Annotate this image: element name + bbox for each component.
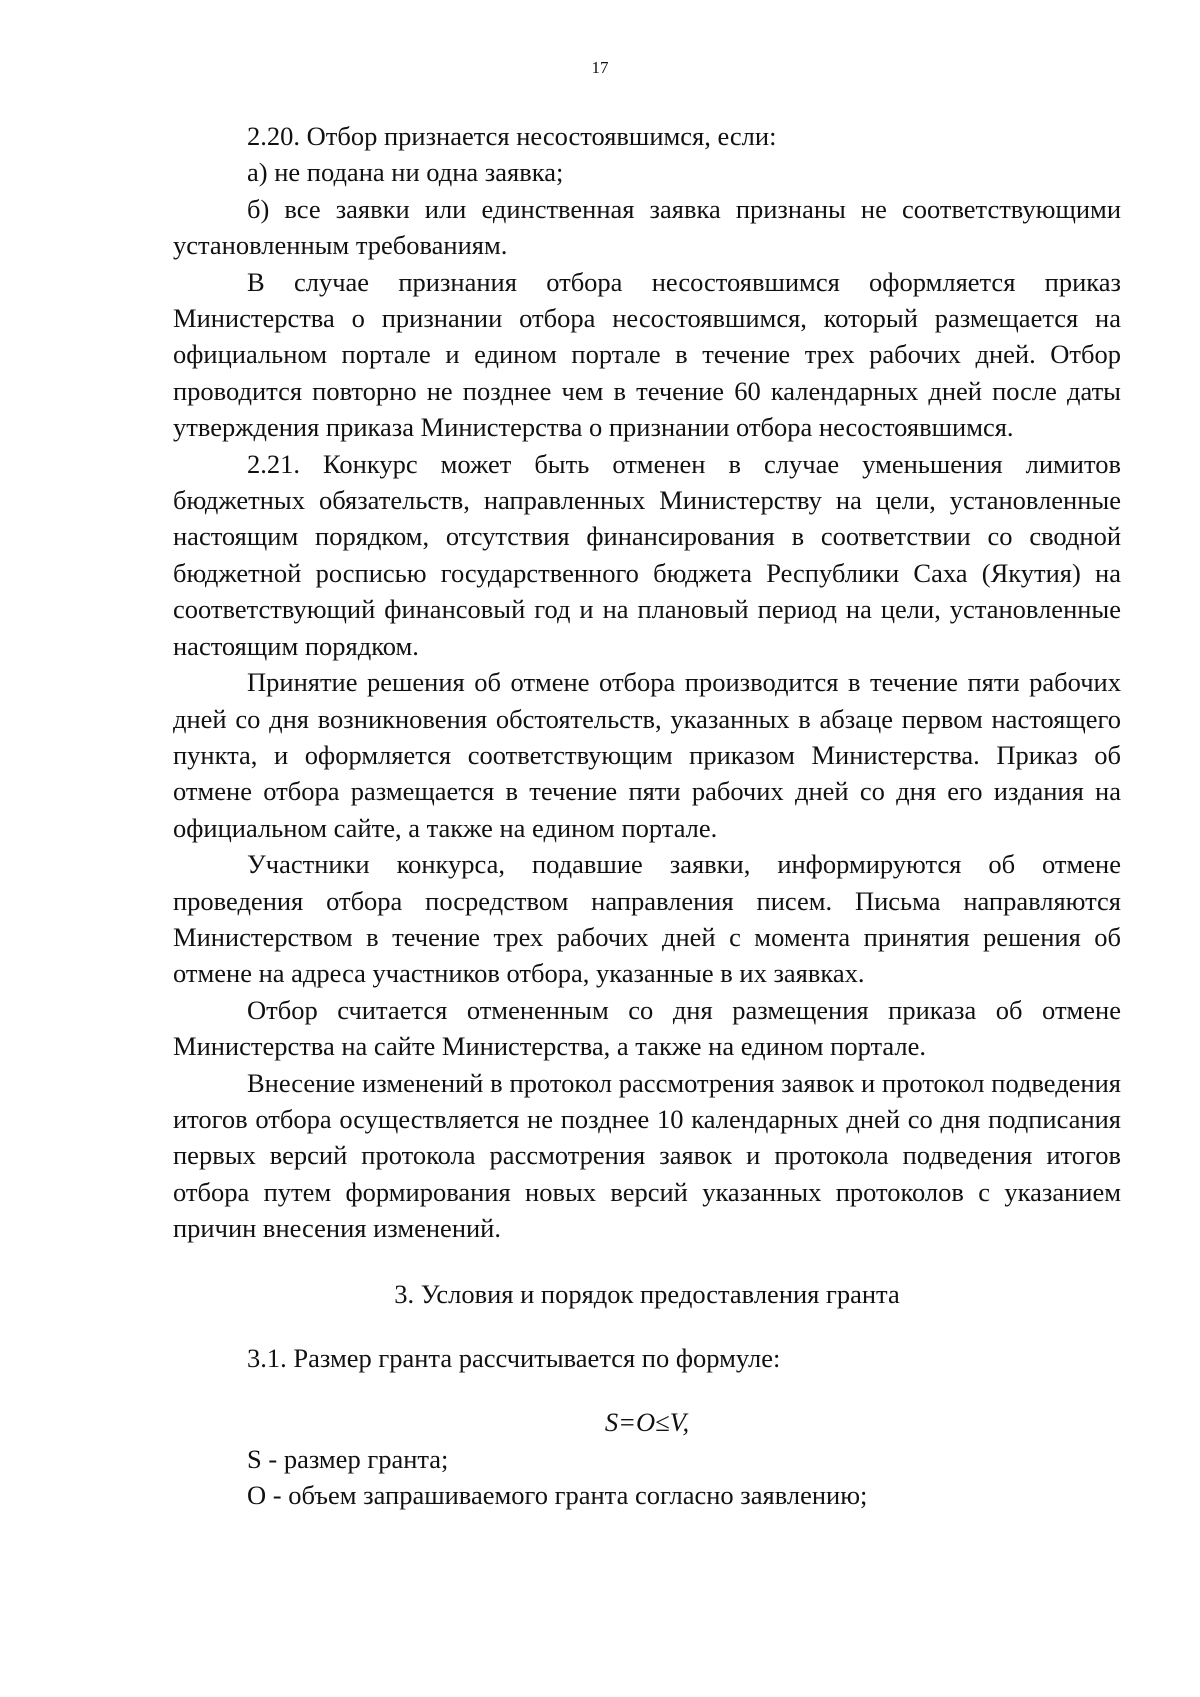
paragraph-2-20: 2.20. Отбор признается несостоявшимся, если: bbox=[247, 121, 777, 151]
definition-o: O - объем запрашиваемого гранта согласно заявлению; bbox=[247, 1480, 868, 1511]
page-number: 17 bbox=[591, 58, 609, 77]
paragraph-cancel-date: Отбор считается отмененным со дня размещения приказа об отмене Министерства на сайте Министерства, а также на едином портале. bbox=[173, 994, 1121, 1062]
paragraph-2-21: 2.21. Конкурс может быть отменен в случае уменьшения лимитов бюджетных обязательств, направленных Министерству на цели, установленные настоящим порядком, отсутствия финансирования в соответствии со сводной бюджетной росписью государственного бюджета Республики Саха (Якутия) на соответствующий финансовый год и на плановый период на цели, установленные настоящим порядком. bbox=[173, 448, 1121, 661]
paragraph-participants-notice: Участники конкурса, подавшие заявки, информируются об отмене проведения отбора посредством направления писем. Письма направляются Министерством в течение трех рабочих дней с момента принятия решения об отмене на адреса участников отбора, указанные в их заявках. bbox=[173, 849, 1121, 989]
definition-s: S - размер гранта; bbox=[247, 1443, 449, 1474]
document-body bbox=[173, 118, 1121, 1514]
formula-intro: 3.1. Размер гранта рассчитывается по формуле: bbox=[247, 1343, 781, 1373]
paragraph-item-b: б) все заявки или единственная заявка признаны не соответствующими установленным требованиям. bbox=[173, 193, 1121, 261]
paragraph-failed-selection: В случае признания отбора несостоявшимся оформляется приказ Министерства о признании отбора несостоявшимся, который размещается на официальном портале и едином портале в течение трех рабочих дней. Отбор проводится повторно не позднее чем в течение 60 календарных дней после даты утверждения приказа Министерства о признании отбора несостоявшимся. bbox=[173, 266, 1121, 443]
paragraph-cancel-decision: Принятие решения об отмене отбора производится в течение пяти рабочих дней со дня возникновения обстоятельств, указанных в абзаце первом настоящего пункта, и оформляется соответствующим приказом Министерства. Приказ об отмене отбора размещается в течение пяти рабочих дней со дня его издания на официальном сайте, а также на едином портале. bbox=[173, 667, 1121, 843]
formula: S=O≤V, bbox=[604, 1407, 690, 1438]
paragraph-protocol-changes: Внесение изменений в протокол рассмотрения заявок и протокол подведения итогов отбора осуществляется не позднее 10 календарных дней со дня подписания первых версий протокола рассмотрения заявок и протокола подведения итогов отбора путем формирования новых версий указанных протоколов с указанием причин внесения изменений. bbox=[173, 1067, 1121, 1244]
section-heading: 3. Условия и порядок предоставления гранта bbox=[394, 1278, 900, 1309]
paragraph-item-a: а) не подана ни одна заявка; bbox=[247, 157, 564, 188]
